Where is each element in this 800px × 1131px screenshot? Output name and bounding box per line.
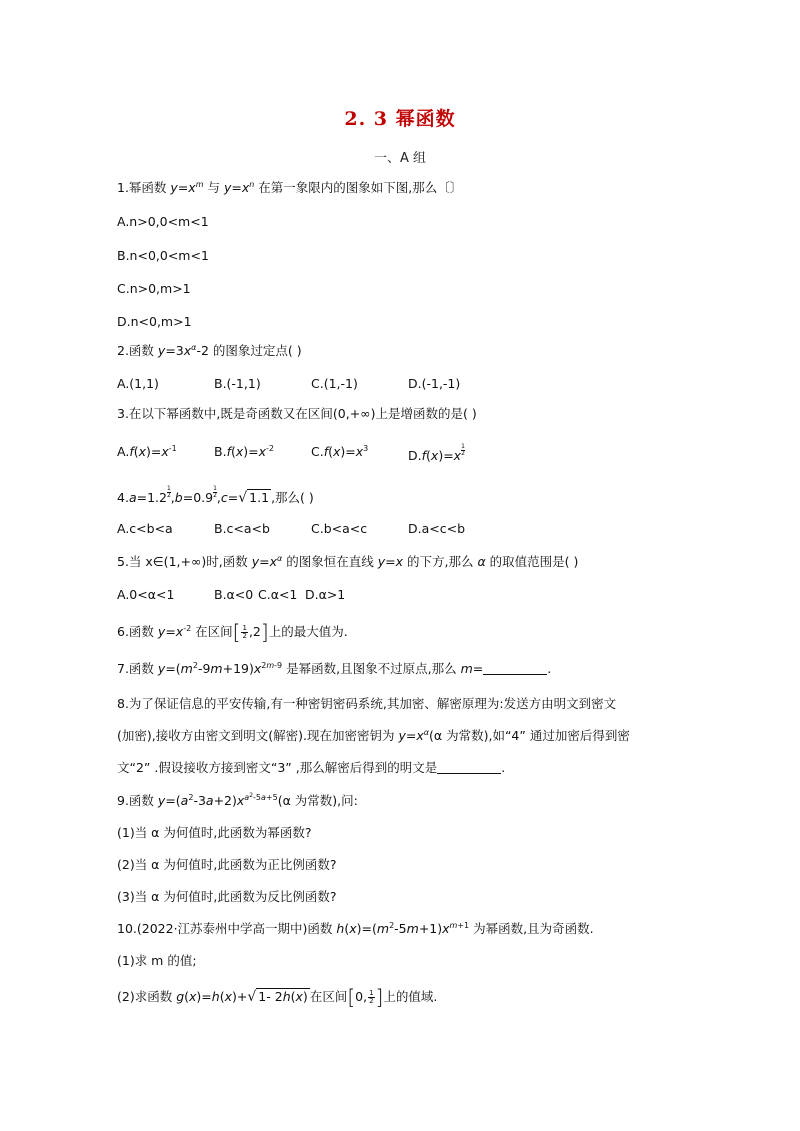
question-6-stem: 6.函数 $y=x^{-2}$ 在区间[ $\frac{1}{2}$ ,2]上的最大值为. xyxy=(117,620,348,644)
question-10-part-2: (2)求函数 g(x)=h(x)+√ 1- 2h(x) 在区间[0, $\frac{1}{2}$ ]上的值域. xyxy=(117,985,438,1009)
question-3-option-c: $C.f(x)=x^3$ xyxy=(311,443,369,459)
question-9-part-1: (1)当 α 为何值时,此函数为幂函数? xyxy=(117,825,312,840)
question-2-option-c: C.(1,-1) xyxy=(311,376,358,391)
question-7-stem: 7.函数 $y=(m^2-9m+19)x^{2m-9}$ 是幂函数,且图象不过原点,那么 m= . xyxy=(117,660,552,676)
question-1-option-b: B.n<0,0<m<1 xyxy=(117,248,209,263)
question-2-option-a: A.(1,1) xyxy=(117,376,159,391)
question-4-option-b: B.c<a<b xyxy=(214,521,270,536)
question-8-line-1: 8.为了保证信息的平安传输,有一种密钥密码系统,其加密、解密原理为:发送方由明文到密文 xyxy=(117,696,617,711)
answer-blank xyxy=(437,761,501,774)
question-10-part-1: (1)求 m 的值; xyxy=(117,953,197,968)
question-3-stem: 3.在以下幂函数中,既是奇函数又在区间(0,+∞)上是增函数的是( ) xyxy=(117,406,477,421)
page-title: 2. 3 幂函数 xyxy=(344,108,456,130)
question-2-option-b: B.(-1,1) xyxy=(214,376,261,391)
question-3-option-b: $B.f(x)=x^{-2}$ xyxy=(214,443,275,459)
section-heading: 一、A 组 xyxy=(373,151,427,166)
question-1-stem: 1.幂函数 $y=x^m$ 与 $y=x^n$ 在第一象限内的图象如下图,那么〔〕 xyxy=(117,179,463,195)
question-9-part-2: (2)当 α 为何值时,此函数为正比例函数? xyxy=(117,857,337,872)
question-1-option-c: C.n>0,m>1 xyxy=(117,281,191,296)
question-4-stem: 4.a=1.2 $\frac{1}{2}$ ,b=0.9 $\frac{1}{2}$ ,c=√ 1.1 ,那么( ) xyxy=(117,485,314,506)
question-1-option-a: A.n>0,0<m<1 xyxy=(117,214,209,229)
question-5-option-d: D.α>1 xyxy=(305,587,346,602)
question-4-option-a: A.c<b<a xyxy=(117,521,173,536)
question-9-stem: 9.函数 $y=(a^2-3a+2)x^{a^2-5a+5}(\alpha$ 为常数),问: xyxy=(117,791,358,808)
question-4-option-c: C.b<a<c xyxy=(311,521,368,536)
question-9-part-3: (3)当 α 为何值时,此函数为反比例函数? xyxy=(117,889,337,904)
answer-blank xyxy=(483,662,547,675)
question-8-line-2: (加密),接收方由密文到明文(解密).现在加密密钥为 $y=x^\alpha(\alpha$ 为常数),如“4” 通过加密后得到密 xyxy=(117,727,630,743)
question-5-stem: 5.当 x∈(1,+∞)时,函数 $y=x^\alpha$ 的图象恒在直线 y=x 的下方,那么 α 的取值范围是( ) xyxy=(117,553,579,569)
question-5-option-a: A.0<α<1 xyxy=(117,587,175,602)
question-3-option-d: D.f(x)=x $\frac{1}{2}$ xyxy=(408,443,465,463)
question-5-option-c: C.α<1 xyxy=(258,587,298,602)
question-2-option-d: D.(-1,-1) xyxy=(408,376,461,391)
question-5-option-b: B.α<0 xyxy=(214,587,254,602)
question-1-option-d: D.n<0,m>1 xyxy=(117,314,192,329)
question-3-option-a: $A.f(x)=x^{-1}$ xyxy=(117,443,177,459)
question-8-line-3: 文“2” .假设接收方接到密文“3” ,那么解密后得到的明文是 . xyxy=(117,760,506,775)
question-10-stem: 10.(2022·江苏泰州中学高一期中)函数 $h(x)=(m^2-5m+1)x^{m+1}$ 为幂函数,且为奇函数. xyxy=(117,920,594,936)
question-4-option-d: D.a<c<b xyxy=(408,521,466,536)
question-2-stem: 2.函数 $y=3x^\alpha-2$ 的图象过定点( ) xyxy=(117,342,302,358)
